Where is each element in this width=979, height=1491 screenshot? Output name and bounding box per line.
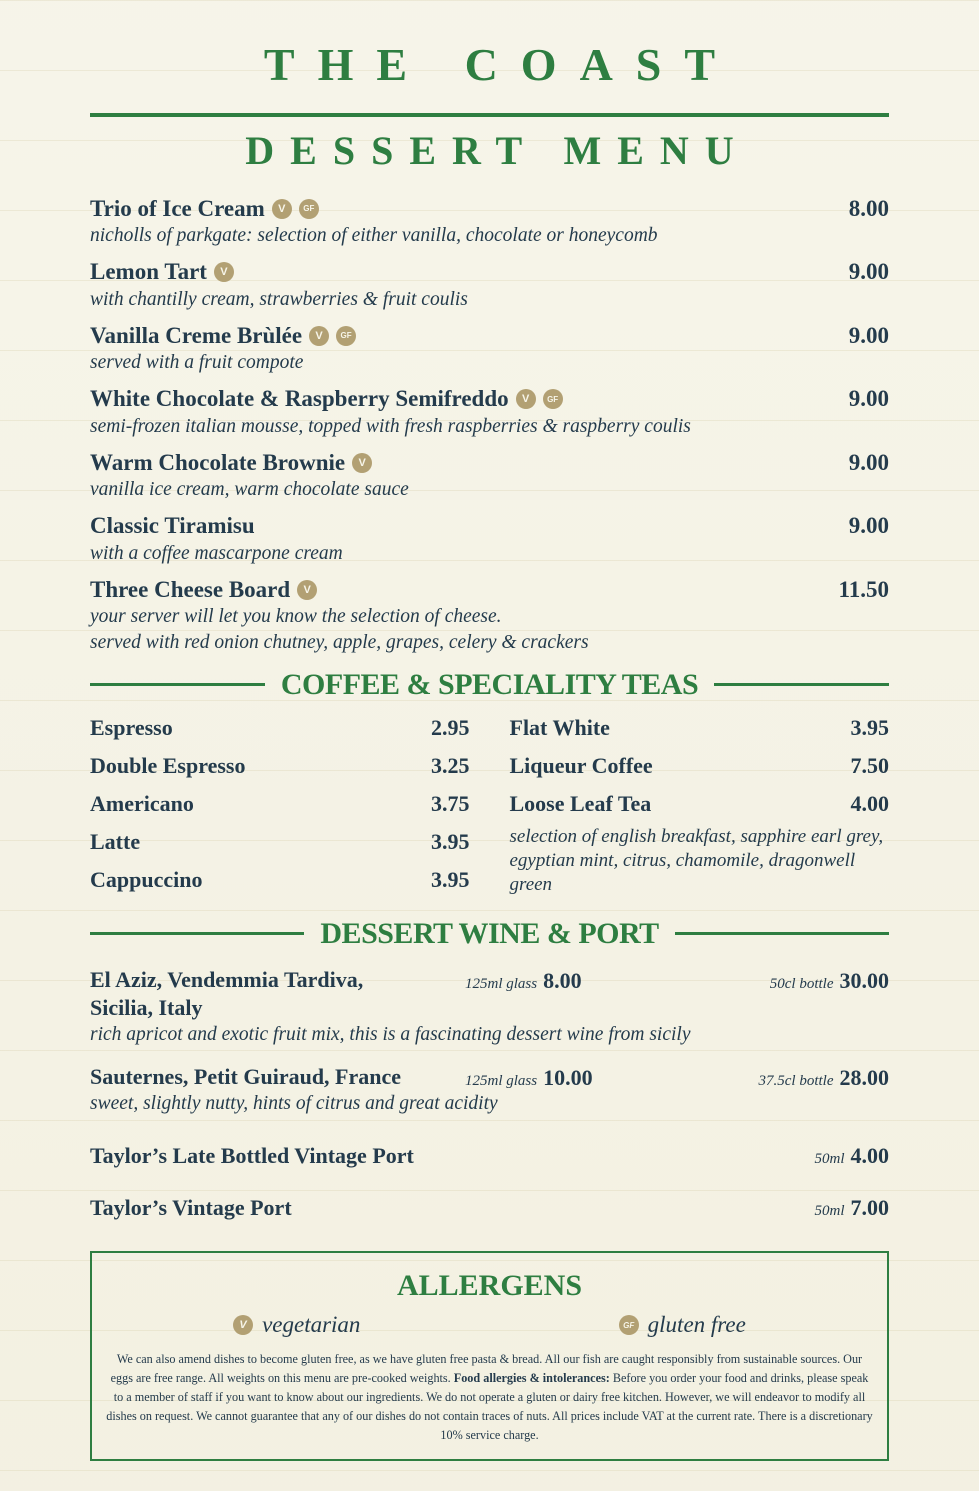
bottle-price-group bbox=[770, 968, 889, 994]
coffee-item bbox=[90, 753, 470, 779]
coffee-name: Cappuccino bbox=[90, 866, 203, 892]
coffee-price: 3.75 bbox=[431, 790, 470, 816]
menu-item bbox=[90, 258, 889, 313]
item-description: with a coffee mascarpone cream bbox=[90, 542, 343, 564]
gluten-free-badge-icon: GF bbox=[299, 199, 319, 219]
coffee-item bbox=[510, 753, 890, 779]
coffee-item bbox=[90, 829, 470, 855]
vegetarian-badge-icon: V bbox=[233, 1315, 253, 1335]
title-divider bbox=[90, 113, 889, 117]
bottle-price-group bbox=[759, 1065, 890, 1091]
gluten-free-badge-icon: GF bbox=[619, 1315, 639, 1335]
coffee-column-right bbox=[510, 715, 890, 905]
item-description: vanilla ice cream, warm chocolate sauce bbox=[90, 479, 409, 501]
wine-description: rich apricot and exotic fruit mix, this is a fascinating dessert wine from sicily bbox=[90, 1023, 691, 1045]
allergens-fine-print bbox=[106, 1350, 873, 1445]
port-size-label: 50ml bbox=[814, 1151, 845, 1168]
item-price: 9.00 bbox=[848, 259, 889, 285]
bottle-size-label: 37.5cl bottle bbox=[758, 1073, 834, 1090]
coffee-item bbox=[510, 791, 890, 817]
menu-item bbox=[90, 195, 889, 250]
port-item bbox=[90, 1141, 889, 1169]
menu-item bbox=[90, 512, 889, 567]
item-name: Lemon Tart bbox=[90, 259, 207, 285]
glass-price-group bbox=[465, 1065, 593, 1091]
wine-description: sweet, slightly nutty, hints of citrus and great acidity bbox=[90, 1093, 498, 1115]
vegetarian-badge-icon: V bbox=[272, 199, 292, 219]
port-price: 4.00 bbox=[850, 1143, 889, 1169]
port-size-label: 50ml bbox=[814, 1203, 845, 1220]
port-item bbox=[90, 1193, 889, 1221]
coffee-name: Espresso bbox=[90, 714, 173, 740]
item-name: Vanilla Creme Brùlée bbox=[90, 322, 303, 348]
wine-name-line1: El Aziz, Vendemmia Tardiva, bbox=[90, 966, 364, 992]
vegetarian-badge-icon: V bbox=[297, 580, 317, 600]
wine-item bbox=[90, 1063, 889, 1117]
item-price: 8.00 bbox=[848, 195, 889, 221]
coffee-name: Flat White bbox=[509, 714, 610, 740]
bottle-price: 30.00 bbox=[839, 967, 889, 993]
vegetarian-badge-icon: V bbox=[352, 453, 372, 473]
item-price: 9.00 bbox=[848, 513, 889, 539]
glass-price: 10.00 bbox=[543, 1065, 593, 1091]
coffee-name: Liqueur Coffee bbox=[509, 752, 653, 778]
menu-item bbox=[90, 576, 889, 656]
header-line-right bbox=[714, 683, 889, 686]
coffee-price: 3.25 bbox=[431, 752, 470, 778]
wine-section-title: DESSERT WINE & PORT bbox=[320, 916, 659, 950]
port-name: Taylor’s Late Bottled Vintage Port bbox=[90, 1143, 414, 1169]
wine-name bbox=[90, 1063, 465, 1091]
coffee-price: 3.95 bbox=[431, 828, 470, 854]
fine-print-part2: Before you order your food and drinks, please speak to a member of staff if you want to know about our ingredients. We do not operate a gluten or dairy free kitchen. However, we will endeavor to modify all dishes on request. We cannot guarantee that any of our dishes do not contain traces of nuts. All prices include VAT at the current rate. There is a discretionary 10% service charge. bbox=[106, 1371, 873, 1442]
coffee-price: 4.00 bbox=[850, 790, 889, 816]
port-price-group bbox=[815, 1143, 890, 1169]
wine-name-line1: Sauternes, Petit Guiraud, France bbox=[90, 1064, 402, 1090]
vegetarian-key bbox=[104, 1312, 490, 1338]
header-line-left bbox=[90, 932, 304, 935]
vegetarian-key-label: vegetarian bbox=[262, 1312, 361, 1338]
fine-print-bold: Food allergies & intolerances: bbox=[453, 1371, 610, 1386]
wine-name-line2: Sicilia, Italy bbox=[90, 994, 203, 1020]
vegetarian-badge-icon: V bbox=[214, 262, 234, 282]
coffee-item bbox=[90, 867, 470, 893]
menu-title: DESSERT MENU bbox=[245, 127, 750, 173]
gluten-free-key-label: gluten free bbox=[647, 1312, 746, 1338]
item-description: served with red onion chutney, apple, grapes, celery & crackers bbox=[90, 632, 589, 654]
gluten-free-badge-icon: GF bbox=[543, 389, 563, 409]
coffee-column-left bbox=[90, 715, 470, 905]
coffee-name: Latte bbox=[90, 828, 141, 854]
coffee-name: Americano bbox=[90, 790, 194, 816]
port-price: 7.00 bbox=[850, 1195, 889, 1221]
allergens-title: ALLERGENS bbox=[396, 1269, 583, 1303]
item-name: Trio of Ice Cream bbox=[90, 195, 265, 221]
coffee-price: 3.95 bbox=[431, 866, 470, 892]
glass-size-label: 125ml glass bbox=[465, 1073, 538, 1090]
allergen-key-row bbox=[104, 1312, 875, 1338]
vegetarian-badge-icon: V bbox=[516, 389, 536, 409]
glass-size-label: 125ml glass bbox=[465, 975, 538, 992]
bottle-price: 28.00 bbox=[839, 1065, 889, 1091]
vegetarian-badge-icon: V bbox=[309, 326, 329, 346]
restaurant-title: THE COAST bbox=[263, 39, 739, 90]
item-description: your server will let you know the selection of cheese. bbox=[90, 606, 502, 628]
header-line-left bbox=[90, 683, 265, 686]
wine-name bbox=[90, 966, 465, 1022]
item-description: semi-frozen italian mousse, topped with fresh raspberries & raspberry coulis bbox=[90, 415, 691, 437]
coffee-price: 3.95 bbox=[850, 714, 889, 740]
wine-item bbox=[90, 966, 889, 1048]
coffee-price: 2.95 bbox=[431, 714, 470, 740]
item-name: Three Cheese Board bbox=[90, 576, 291, 602]
item-price: 11.50 bbox=[838, 576, 889, 602]
dessert-list bbox=[90, 195, 889, 656]
allergens-box bbox=[90, 1251, 889, 1461]
coffee-section-header bbox=[90, 668, 889, 701]
item-name: Classic Tiramisu bbox=[90, 513, 255, 539]
item-price: 9.00 bbox=[848, 386, 889, 412]
port-name: Taylor’s Vintage Port bbox=[90, 1195, 292, 1221]
menu-item bbox=[90, 449, 889, 504]
item-description: served with a fruit compote bbox=[90, 352, 304, 374]
item-description: with chantilly cream, strawberries & fruit coulis bbox=[90, 288, 468, 310]
coffee-section-title: COFFEE & SPECIALITY TEAS bbox=[280, 667, 699, 701]
fine-print-part1: We can also amend dishes to become gluten free, as we have gluten free pasta & bread. All our fish are caught responsibly from sustainable sources. Our eggs are free range. All weights on this menu are pre-cooked weights. bbox=[110, 1352, 863, 1386]
item-description: nicholls of parkgate: selection of either vanilla, chocolate or honeycomb bbox=[90, 225, 658, 247]
header-line-right bbox=[675, 932, 889, 935]
item-name: Warm Chocolate Brownie bbox=[90, 449, 346, 475]
coffee-item bbox=[90, 715, 470, 741]
coffee-item bbox=[90, 791, 470, 817]
coffee-item bbox=[510, 715, 890, 741]
wine-section-header bbox=[90, 917, 889, 950]
menu-item bbox=[90, 385, 889, 440]
coffee-list bbox=[90, 715, 889, 905]
tea-description: selection of english breakfast, sapphire earl grey, egyptian mint, citrus, chamomile, dragonwell green bbox=[509, 825, 884, 896]
item-price: 9.00 bbox=[848, 322, 889, 348]
coffee-name: Loose Leaf Tea bbox=[509, 790, 652, 816]
port-price-group bbox=[815, 1195, 890, 1221]
coffee-name: Double Espresso bbox=[90, 752, 246, 778]
gluten-free-key bbox=[490, 1312, 876, 1338]
item-name: White Chocolate & Raspberry Semifreddo bbox=[90, 386, 509, 412]
gluten-free-badge-icon: GF bbox=[336, 326, 356, 346]
bottle-size-label: 50cl bottle bbox=[769, 975, 834, 992]
glass-price-group bbox=[465, 968, 582, 994]
item-price: 9.00 bbox=[848, 449, 889, 475]
glass-price: 8.00 bbox=[543, 967, 582, 993]
coffee-price: 7.50 bbox=[850, 752, 889, 778]
wine-list bbox=[90, 966, 889, 1221]
menu-item bbox=[90, 322, 889, 377]
